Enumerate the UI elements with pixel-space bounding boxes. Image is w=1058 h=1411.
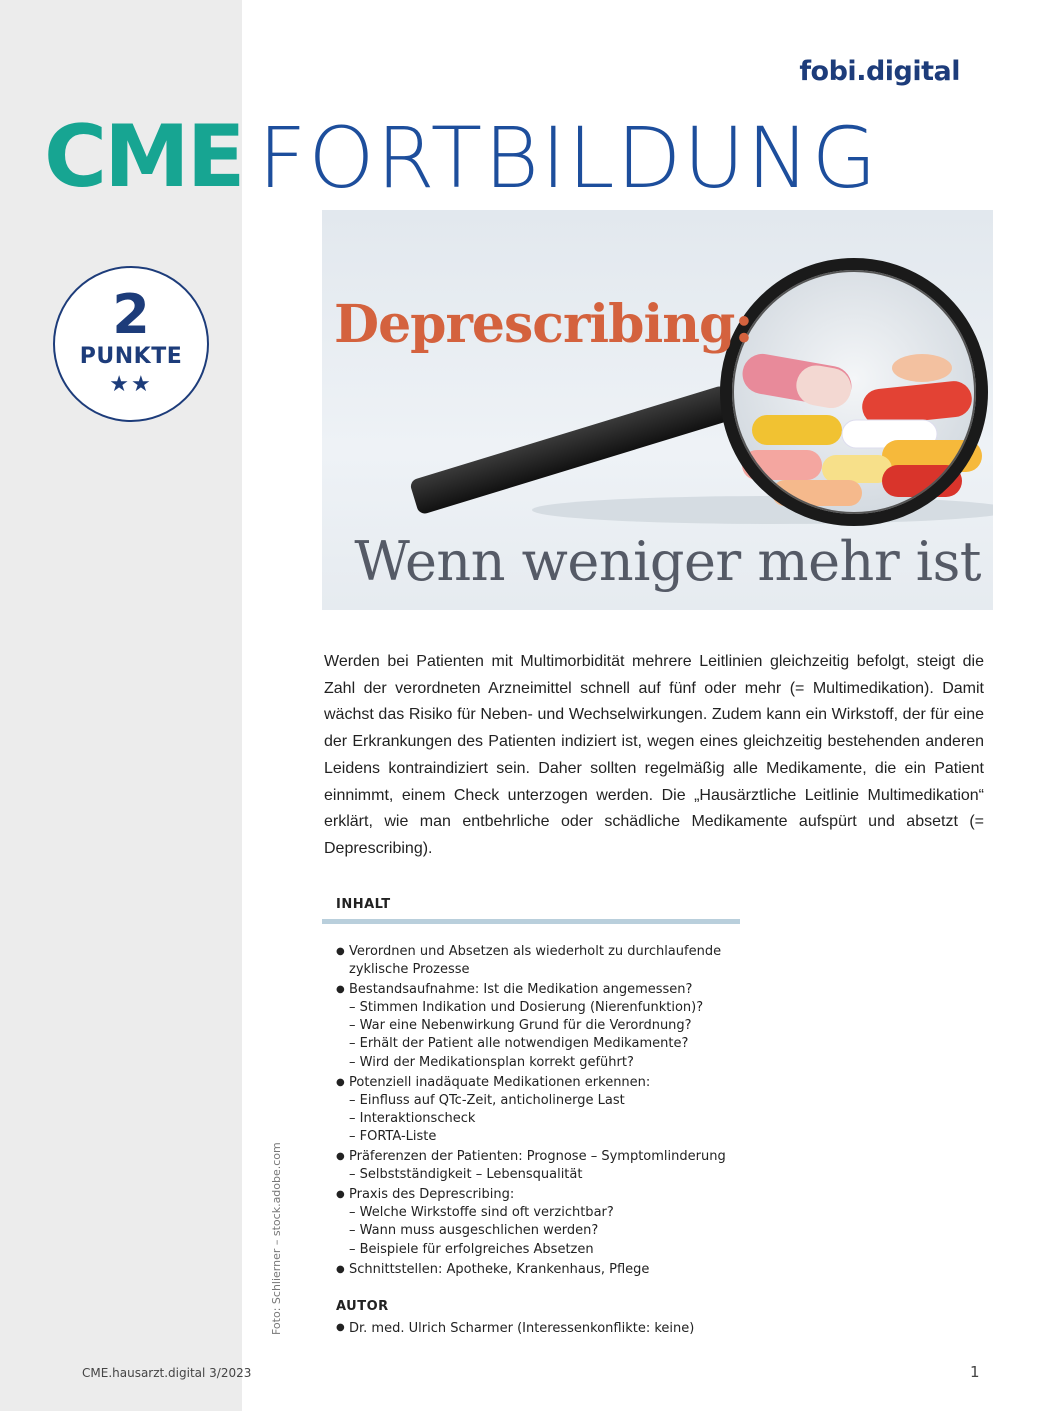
footer-issue: CME.hausarzt.digital 3/2023 bbox=[82, 1366, 252, 1380]
list-item-text: Verordnen und Absetzen als wiederholt zu durchlaufende zyklische Prozesse bbox=[349, 944, 722, 978]
page-number: 1 bbox=[970, 1363, 980, 1381]
autor-heading: AUTOR bbox=[336, 1299, 389, 1314]
list-item bbox=[336, 981, 746, 1071]
list-item bbox=[336, 1261, 746, 1279]
divider bbox=[322, 919, 740, 924]
list-subitem: – Wird der Medikationsplan korrekt geführt? bbox=[349, 1054, 634, 1070]
list-item bbox=[336, 1186, 746, 1258]
sidebar-band bbox=[0, 0, 242, 1411]
brand-logo: fobi.digital bbox=[799, 56, 960, 87]
list-subitem: – Beispiele für erfolgreiches Absetzen bbox=[349, 1241, 594, 1257]
list-item-text: Präferenzen der Patienten: Prognose – Symptomlinderung bbox=[349, 1149, 726, 1165]
list-subitem: – Welche Wirkstoffe sind oft verzichtbar? bbox=[349, 1205, 614, 1221]
points-label: PUNKTE bbox=[79, 344, 183, 369]
list-item-text: Schnittstellen: Apotheke, Krankenhaus, Pflege bbox=[349, 1261, 650, 1277]
hero-image bbox=[322, 210, 993, 610]
list-item-text: Potenziell inadäquate Medikationen erkennen: bbox=[349, 1074, 651, 1090]
list-item bbox=[336, 943, 746, 979]
list-item-text: Bestandsaufnahme: Ist die Medikation angemessen? bbox=[349, 982, 693, 998]
list-subitem: – Selbstständigkeit – Lebensqualität bbox=[349, 1167, 583, 1183]
points-badge bbox=[53, 266, 209, 422]
photo-credit: Foto: Schlierner – stock.adobe.com bbox=[270, 1142, 283, 1335]
list-subitem: – Stimmen Indikation und Dosierung (Nierenfunktion)? bbox=[349, 1000, 704, 1016]
list-item bbox=[336, 1074, 746, 1146]
list-item-text: Praxis des Deprescribing: bbox=[349, 1187, 515, 1203]
autor-name: ● Dr. med. Ulrich Scharmer (Interessenkonflikte: keine) bbox=[336, 1321, 694, 1336]
points-number: 2 bbox=[112, 283, 150, 346]
list-subitem: – Erhält der Patient alle notwendigen Medikamente? bbox=[349, 1036, 689, 1052]
inhalt-heading: INHALT bbox=[336, 897, 391, 912]
hero-subtitle: Wenn weniger mehr ist bbox=[354, 530, 981, 593]
stars-icon: ★★ bbox=[109, 371, 153, 396]
list-subitem: – War eine Nebenwirkung Grund für die Verordnung? bbox=[349, 1018, 692, 1034]
list-subitem: – Einfluss auf QTc-Zeit, anticholinerge Last bbox=[349, 1092, 625, 1108]
contents-list bbox=[336, 943, 746, 1281]
list-item bbox=[336, 1148, 746, 1184]
list-subitem: – Wann muss ausgeschlichen werden? bbox=[349, 1223, 599, 1239]
lead-paragraph: Werden bei Patienten mit Multimorbidität mehrere Leitlinien gleichzeitig befolgt, steigt die Zahl der verordneten Arzneimittel schnell auf fünf oder mehr (= Multimedikation). Damit wächst das Risiko für Neben- und Wechselwirkungen. Zudem kann ein Wirkstoff, der für eine der Erkrankungen des Patienten indiziert ist, wegen eines gleichzeitig bestehenden anderen Leidens kontraindiziert sein. Daher sollten regelmäßig alle Medikamente, die ein Patient einnimmt, einem Check unterzogen werden. Die „Hausärztliche Leitlinie Multimedikation“ erklärt, wie man entbehrliche oder schädliche Medikamente aufspürt und absetzt (= Deprescribing). bbox=[324, 653, 984, 857]
title-fortbildung: FORTBILDUNG bbox=[258, 109, 879, 207]
list-subitem: – FORTA-Liste bbox=[349, 1128, 437, 1144]
list-subitem: – Interaktionscheck bbox=[349, 1110, 476, 1126]
hero-title: Deprescribing: bbox=[334, 294, 753, 355]
title-cme: CME bbox=[44, 107, 243, 207]
